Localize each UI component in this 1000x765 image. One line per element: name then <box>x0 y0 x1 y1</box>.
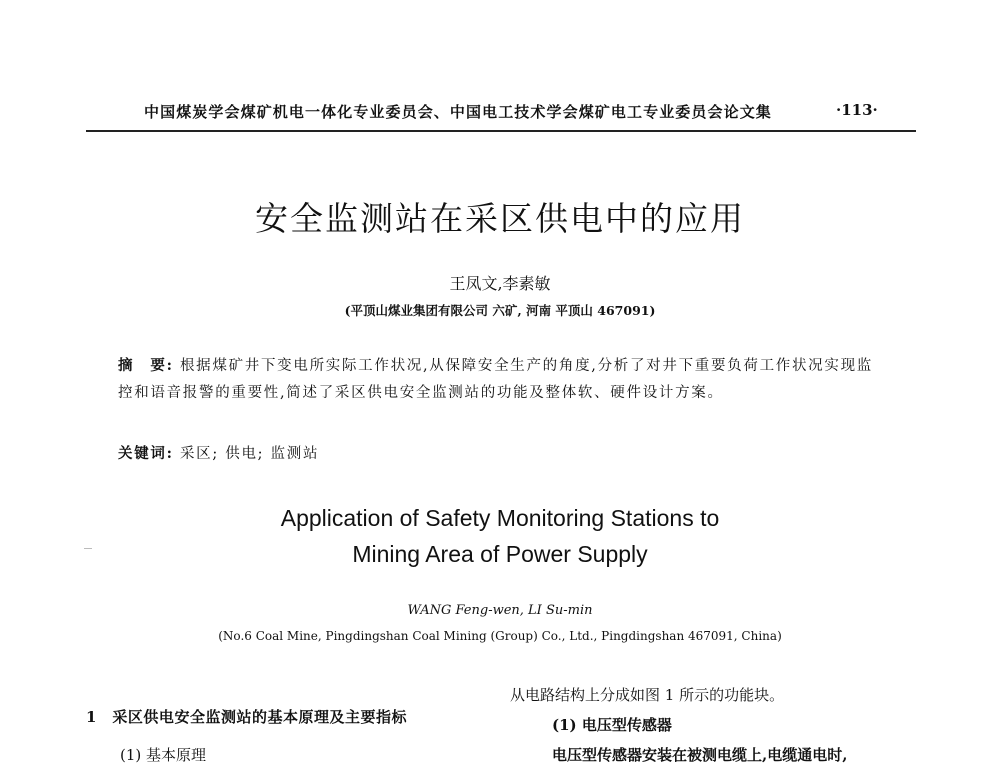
english-title-line1: Application of Safety Monitoring Stations to <box>280 505 720 531</box>
paper-affiliation: (平顶山煤业集团有限公司 六矿, 河南 平顶山 467091) <box>344 303 656 318</box>
abstract <box>118 352 878 407</box>
abstract-text: 根据煤矿井下变电所实际工作状况,从保障安全生产的角度,分析了对井下重要负荷工作状况实现监控和语音报警的重要性,简述了采区供电安全监测站的功能及整体软、硬件设计方案。 <box>118 358 873 401</box>
right-column-text: 从电路结构上分成如图 1 所示的功能块。 <box>510 686 785 704</box>
section-1-heading: 1 采区供电安全监测站的基本原理及主要指标 <box>86 708 407 726</box>
right-column-text-2: 电压型传感器安装在被测电缆上,电缆通电时, <box>552 746 848 764</box>
running-header: 中国煤炭学会煤矿机电一体化专业委员会、中国电工技术学会煤矿电工专业委员会论文集 <box>144 103 772 121</box>
paper-authors: 王凤文,李素敏 <box>449 274 551 293</box>
keywords <box>118 442 319 463</box>
abstract-label: 摘 要: <box>118 357 174 374</box>
english-affiliation: (No.6 Coal Mine, Pingdingshan Coal Mining (Group) Co., Ltd., Pingdingshan 467091, China) <box>218 629 782 643</box>
header-rule <box>86 130 916 132</box>
subsection-voltage-sensor: (1) 电压型传感器 <box>552 716 672 734</box>
subsection-basic-principle: (1) 基本原理 <box>120 746 207 764</box>
page-number: ·113· <box>836 101 878 119</box>
keywords-text: 采区; 供电; 监测站 <box>179 446 320 462</box>
english-authors: WANG Feng-wen, LI Su-min <box>407 603 593 618</box>
margin-mark <box>84 548 92 549</box>
paper-title: 安全监测站在采区供电中的应用 <box>255 199 745 238</box>
english-title-line2: Mining Area of Power Supply <box>352 541 648 567</box>
english-title <box>0 500 1000 572</box>
keywords-label: 关键词: <box>118 445 174 462</box>
